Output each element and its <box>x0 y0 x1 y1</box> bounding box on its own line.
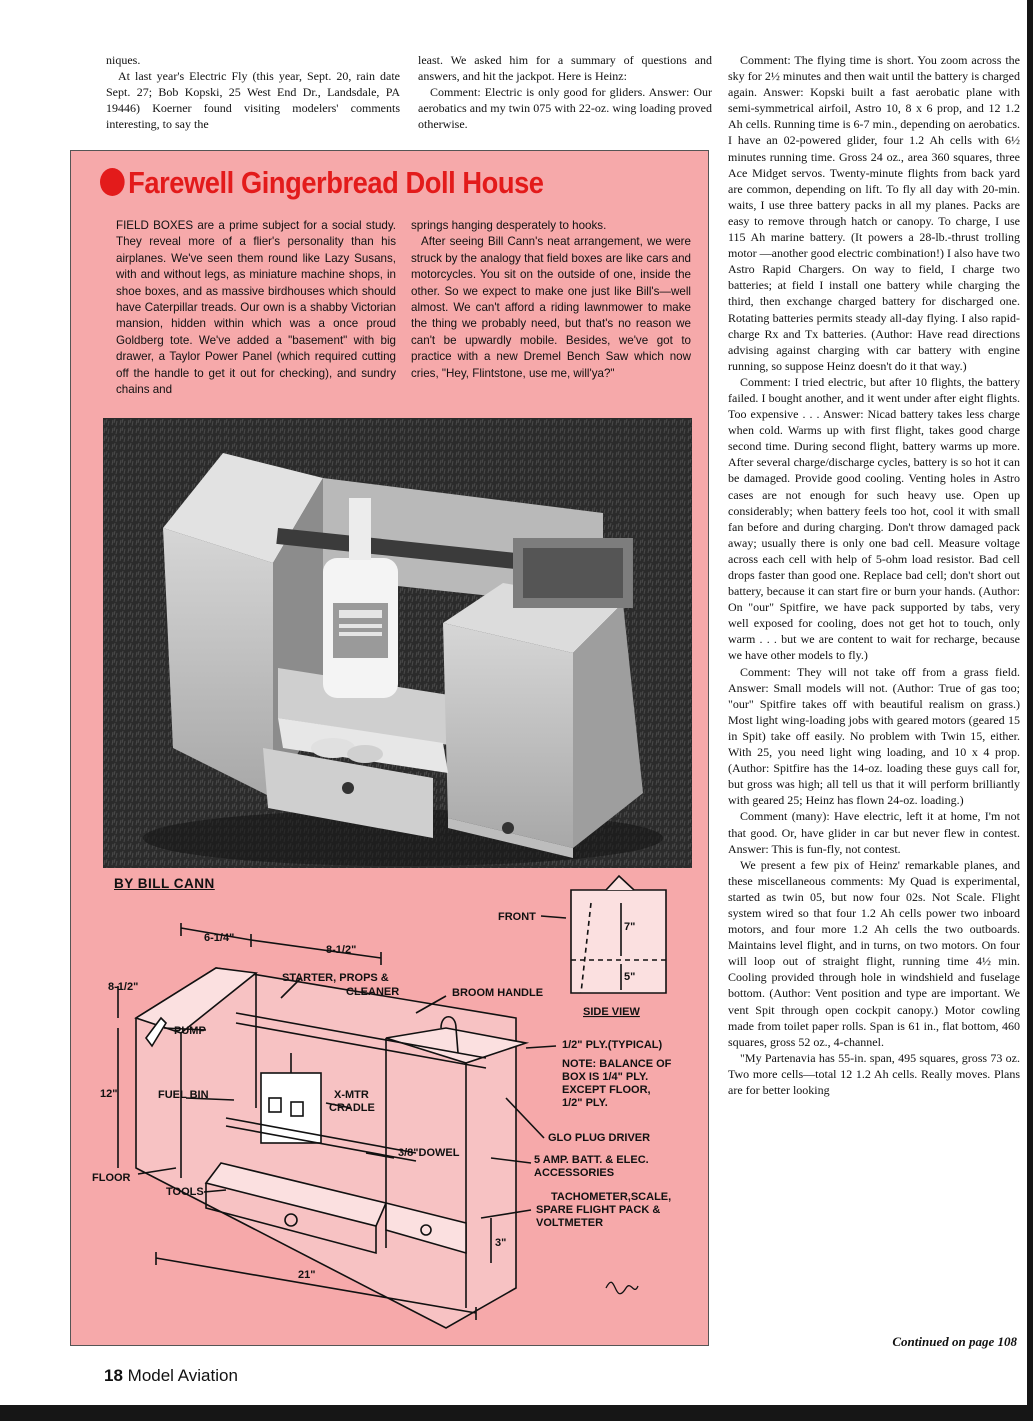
tach-label-line-1: TACHOMETER,SCALE, <box>551 1191 672 1203</box>
floor-label: FLOOR <box>92 1172 131 1184</box>
top-middle-column <box>418 52 712 132</box>
top-left-paragraph-1: niques. <box>106 53 141 67</box>
feature-right-paragraph-2: After seeing Bill Cann's neat arrangement, we were struck by the analogy that field boxes are like cars and motorcycles. You sit on the outside of one, inside the other. So we expect to make one just like Bill's—well almost. We can't afford a riding lawnmower to make the thing we probably need, but that's no reason we can't be upwardly mobile. Besides, we've got to practice with a new Dremel Bench Saw which now cries, "Hey, Flintstone, use me, will'ya?" <box>411 235 691 380</box>
fuel-bin-label: FUEL BIN <box>158 1089 209 1101</box>
byline: BY BILL CANN <box>114 876 215 891</box>
red-bullet-icon <box>100 168 125 196</box>
right-column <box>728 52 1020 1098</box>
amp-label-line-1: 5 AMP. BATT. & ELEC. <box>534 1154 649 1166</box>
continued-notice: Continued on page 108 <box>892 1334 1017 1349</box>
note-label-line-2: BOX IS 1/4" PLY. <box>562 1071 649 1083</box>
dim-7-label: 7" <box>624 921 636 933</box>
top-left-column <box>106 52 400 132</box>
artist-signature <box>606 1282 638 1294</box>
top-middle-paragraph-2: Comment: Electric is only good for gliders. Answer: Our aerobatics and my twin 075 with 22-oz. wing loading proved otherwise. <box>418 85 712 131</box>
dowel-label: 3/8"DOWEL <box>398 1147 460 1159</box>
pump-label: PUMP <box>174 1025 206 1037</box>
right-paragraph-1: Comment: The flying time is short. You zoom across the sky for 2½ minutes and then wait until the battery is charged again. Answer: Kopski built a fast aerobatic plane with semi-symmetrical airfoil, Astro 10, 8 x 6 prop, and 12 1.2 Ah cells. Running time is 6-7 min., depending on aerobatics. I have an 02-powered glider, four 1.2 Ah cells with 6½ minutes running time. Gross 24 oz., area 360 squares, three Ace Midget servos. Twenty-minute flights from back yard are common, depending on lift. To fly all day with 20-min. waits, I use three battery packs in all my planes. Packs are easy to remove through hatch or canopy. To charge, I use 115 Ah marine battery. (It powers a 28-lb.-thrust trolling motor —another good electric combination!) I also have two Astro Rapid Chargers. On way to field, I charge two batteries; at field I install one battery while charging the third, then exchange charged battery for discharged one. Rotating batteries permits steady all-day flying. I also rapid-charge Rx and Tx batteries. (Author: Have read directions advising against charging with car battery with engine running, so suppose Heinz doesn't do it that way.) <box>728 53 1020 373</box>
ply-typical-label: 1/2" PLY.(TYPICAL) <box>562 1039 663 1051</box>
xmtr-label-line-2: CRADLE <box>329 1102 375 1114</box>
note-label-line-1: NOTE: BALANCE OF <box>562 1058 672 1070</box>
tach-label-line-2: SPARE FLIGHT PACK & <box>536 1204 661 1216</box>
magazine-name: Model Aviation <box>127 1366 238 1385</box>
dim-12-label: 12" <box>100 1088 118 1100</box>
note-label-line-4: 1/2" PLY. <box>562 1097 608 1109</box>
feature-right-paragraph-1: springs hanging desperately to hooks. <box>411 219 607 232</box>
dim-6-1-4-label: 6-1/4" <box>204 932 235 944</box>
dim-5-label: 5" <box>624 971 636 983</box>
dim-8-1-2-left-label: 8-1/2" <box>108 981 139 993</box>
feature-left-column <box>116 218 396 398</box>
right-paragraph-4: Comment (many): Have electric, left it at home, I'm not that good. Or, have glider in car but never flew in contest. Answer: This is fun-fly, not contest. <box>728 809 1020 856</box>
dim-3-label: 3" <box>495 1237 507 1249</box>
right-paragraph-5: We present a few pix of Heinz' remarkable planes, and these miscellaneous comments: My Quad is experimental, started as twin 05, but now four 02s. Not Scale. Flight system wired so that four 1.2 Ah cells power two inboard motors, and four more 1.2 Ah cells the two outboards. Maintains level flight, and in turns, on two motors. On four will loop out of straight flight, running time 4½ min. Cooling provided through hole in windshield and fuselage bottom. (Author: Vent position and type are important. We vent Spit through open cockpit canopy.) Motor cowling made from toilet paper rolls. Span is 61 in., flat bottom, 460 squares, gross 52 oz., 4-channel. <box>728 857 1020 1049</box>
feature-title <box>100 165 544 213</box>
top-left-paragraph-2: At last year's Electric Fly (this year, Sept. 20, rain date Sept. 27; Bob Kopski, 25 West End Dr., Landsdale, PA 19446) Koerner found visiting modelers' comments interesting, to say the <box>106 69 400 131</box>
amp-label-line-2: ACCESSORIES <box>534 1167 615 1179</box>
right-paragraph-6: "My Partenavia has 55-in. span, 495 squares, gross 73 oz. Two more cells—total 12 1.2 Ah cells. Really moves. Plans are for better looking <box>728 1050 1020 1097</box>
note-label-line-3: EXCEPT FLOOR, <box>562 1084 651 1096</box>
broom-handle-label: BROOM HANDLE <box>452 987 544 999</box>
dim-8-1-2-top-label: 8-1/2" <box>326 944 357 956</box>
right-paragraph-2: Comment: I tried electric, but after 10 flights, the battery failed. I bought another, and it went under after eight flights. Too expensive . . . Answer: Nicad battery takes less charge when cold. Warms up with first flight, takes good charge second time. During second flight, battery warms up more. After several charge/discharge cycles, battery is so hot it can be damaged. Provide good cooling. Venting holes in Astro cases are not enough for such heavy use. Open up considerably; when battery feels too hot, cool it with small fan before and during charging. Don't throw damaged pack away; usually there is only one bad cell. Measure voltage across each cell with help of 5-ohm load resistor. Bad cell drops faster than good one. Replace bad cell; don't short out battery, because it can start fire or burn your hands. (Author: On "our" Spitfire, we have pack supported by tabs, very well exposed for cooling, does not get hot to touch, only warm . . . but we are content to wait for recharge, because we have other models to fly.) <box>728 374 1020 663</box>
page-folio <box>104 1366 238 1386</box>
right-paragraph-3: Comment: They will not take off from a grass field. Answer: Small models will not. (Author: True of gas too; "our" Spitfire takes off with beautiful realism on grass.) Most light wing-loading jobs with geared motors (geared 15 in Spit) take off easily. No problem with Twin 15, either. With 25, you need light wing loading, and 10 x 4 prop. (Author: Spitfire has the 14-oz. loading these guys call for, but gross was high; all tell us that it will perform brilliantly with geared 25; Heinz has flown 24-oz. loading.) <box>728 664 1020 808</box>
scan-edge-bottom <box>0 1405 1033 1421</box>
tach-label-line-3: VOLTMETER <box>536 1217 604 1229</box>
feature-title-text: Farewell Gingerbread Doll House <box>128 165 544 200</box>
front-label: FRONT <box>498 911 536 923</box>
glo-plug-label: GLO PLUG DRIVER <box>548 1132 651 1144</box>
page-number: 18 <box>104 1366 123 1385</box>
starter-label-line-1: STARTER, PROPS & <box>282 972 389 984</box>
feature-right-column <box>411 218 691 382</box>
xmtr-label-line-1: X-MTR <box>334 1089 369 1101</box>
side-view-label: SIDE VIEW <box>583 1006 640 1018</box>
top-middle-paragraph-1: least. We asked him for a summary of questions and answers, and hit the jackpot. Here is Heinz: <box>418 53 712 83</box>
scan-edge-right <box>1027 0 1033 1421</box>
feature-left-paragraph-1: FIELD BOXES are a prime subject for a social study. They reveal more of a flier's personality than his airplanes. We've seen them round like Lazy Susans, with and without legs, as miniature machine shops, in shoe boxes, and as massive birdhouses which should have Caterpillar treads. Our own is a shabby Victorian mansion, hidden within which was a once proud Goldberg tote. We've added a "basement" with big drawer, a Taylor Power Panel (which required cutting off the handle to get it out for checking), and sundry chains and <box>116 219 396 397</box>
field-box-photo-illustration <box>103 418 692 868</box>
field-box-drawing <box>86 868 706 1338</box>
dim-21-label: 21" <box>298 1269 316 1281</box>
field-box-photo <box>103 418 692 868</box>
starter-label-line-2: CLEANER <box>346 986 400 998</box>
tools-label: TOOLS <box>166 1186 204 1198</box>
